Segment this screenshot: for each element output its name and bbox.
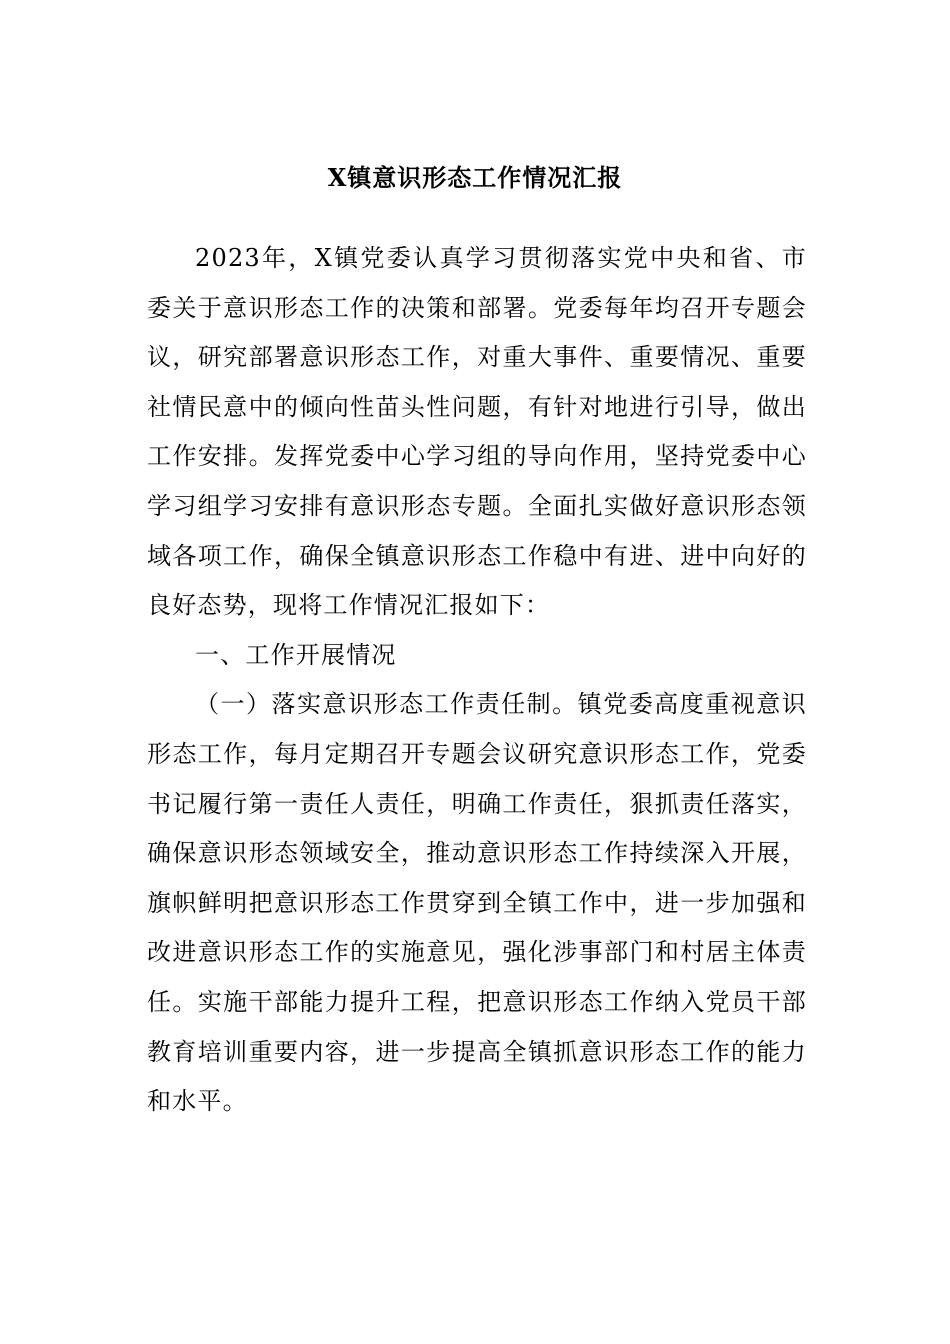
section-heading-work-status: 一、工作开展情况 — [195, 640, 397, 669]
document-title: X镇意识形态工作情况汇报 — [327, 163, 623, 192]
paragraph-intro: 2023年，X镇党委认真学习贯彻落实党中央和省、市委关于意识形态工作的决策和部署。党委每年均召开专题会议，研究部署意识形态工作，对重大事件、重要情况、重要社情民意中的倾向性苗头性问题，有针对地进行引导，做出工作安排。发挥党委中心学习组的导向作用，坚持党委中心学习组学习安排有意识形态专题。全面扎实做好意识形态领域各项工作，确保全镇意识形态工作稳中有进、进中向好的良好态势，现将工作情况汇报如下： — [147, 244, 807, 620]
document-body — [147, 234, 807, 1127]
paragraph-responsibility-system: （一）落实意识形态工作责任制。镇党委高度重视意识形态工作，每月定期召开专题会议研究意识形态工作，党委书记履行第一责任人责任，明确工作责任，狠抓责任落实，确保意识形态领域安全，推动意识形态工作持续深入开展，旗帜鲜明把意识形态工作贯穿到全镇工作中，进一步加强和改进意识形态工作的实施意见，强化涉事部门和村居主体责任。实施干部能力提升工程，把意识形态工作纳入党员干部教育培训重要内容，进一步提高全镇抓意识形态工作的能力和水平。 — [147, 690, 807, 1116]
